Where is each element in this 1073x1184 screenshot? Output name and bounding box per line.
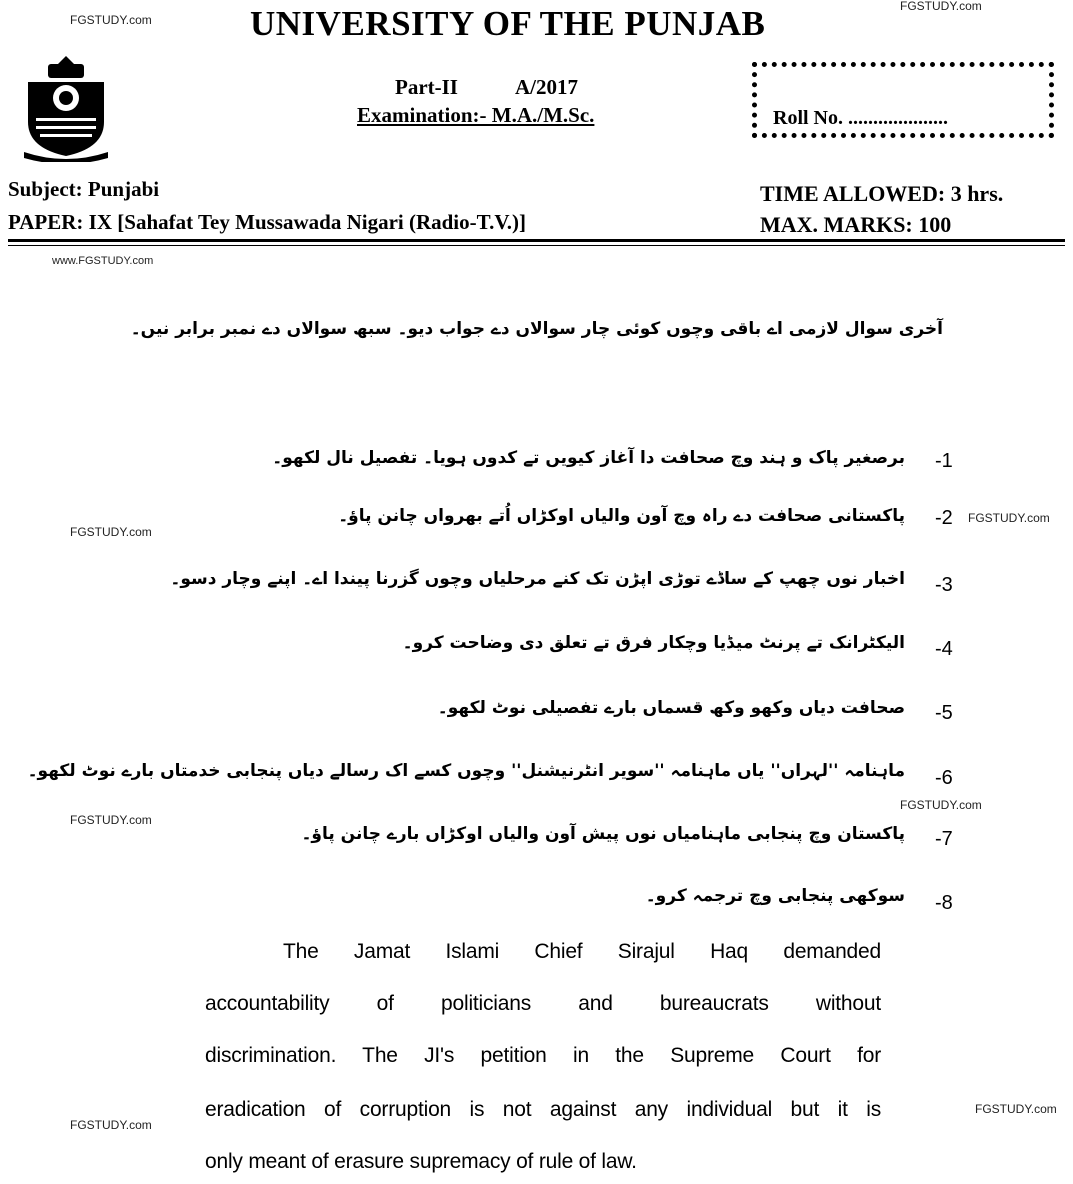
question-text: ماہنامہ ''لہراں'' یاں ماہنامہ ''سویر انٹرنیشنل'' وچوں کسے اک رسالے دیاں پنجابی خدمتاں بارے نوٹ لکھو۔ bbox=[27, 761, 905, 781]
session-label: A/2017 bbox=[515, 75, 578, 99]
watermark: FGSTUDY.com bbox=[70, 525, 152, 539]
question-number: -6 bbox=[935, 767, 953, 789]
passage-line: discrimination. The JI's petition in the Supreme Court for bbox=[205, 1044, 881, 1067]
examination-label: Examination:- M.A./M.Sc. bbox=[357, 103, 595, 127]
watermark: FGSTUDY.com bbox=[70, 13, 152, 27]
max-marks: MAX. MARKS: 100 bbox=[760, 212, 952, 237]
watermark: FGSTUDY.com bbox=[900, 798, 982, 812]
passage-line: only meant of erasure supremacy of rule of law. bbox=[205, 1150, 637, 1173]
question-number: -4 bbox=[935, 638, 953, 660]
header-divider bbox=[8, 239, 1065, 242]
instructions: آخری سوال لازمی اے باقی وچوں کوئی چار سوالاں دے جواب دیو۔ سبھ سوالاں دے نمبر برابر نیں۔ bbox=[130, 319, 943, 339]
passage-line: The Jamat Islami Chief Sirajul Haq demanded bbox=[283, 940, 881, 963]
question-text: صحافت دیاں وکھو وکھ قسماں بارے تفصیلی نوٹ لکھو۔ bbox=[437, 698, 905, 718]
passage-line: accountability of politicians and bureaucrats without bbox=[205, 992, 881, 1015]
question-text: سوکھی پنجابی وچ ترجمہ کرو۔ bbox=[645, 886, 905, 906]
paper-label: PAPER: IX [Sahafat Tey Mussawada Nigari (Radio-T.V.)] bbox=[8, 210, 527, 234]
watermark: www.FGSTUDY.com bbox=[52, 255, 154, 267]
question-text: برصغیر پاک و ہند وچ صحافت دا آغاز کیویں تے کدوں ہویا۔ تفصیل نال لکھو۔ bbox=[272, 448, 905, 468]
part-label: Part-II bbox=[395, 75, 458, 99]
watermark: FGSTUDY.com bbox=[70, 1118, 152, 1132]
university-logo-icon bbox=[20, 52, 112, 162]
question-text: اخبار نوں چھپ کے ساڈے توڑی اپڑن تک کنے مرحلیاں وچوں گزرنا پیندا اے۔ اپنے وچار دسو۔ bbox=[170, 569, 905, 589]
question-text: الیکٹرانک تے پرنٹ میڈیا وچکار فرق تے تعلق دی وضاحت کرو۔ bbox=[402, 633, 905, 653]
watermark: FGSTUDY.com bbox=[975, 1102, 1057, 1116]
question-number: -3 bbox=[935, 574, 953, 596]
question-number: -2 bbox=[935, 507, 953, 529]
subject-label: Subject: Punjabi bbox=[8, 177, 160, 201]
question-number: -1 bbox=[935, 450, 953, 472]
roll-number-label: Roll No. .................... bbox=[773, 107, 948, 129]
roll-number-box[interactable] bbox=[752, 62, 1054, 138]
question-number: -7 bbox=[935, 828, 953, 850]
watermark: FGSTUDY.com bbox=[968, 511, 1050, 525]
header-divider bbox=[8, 245, 1065, 246]
watermark: FGSTUDY.com bbox=[900, 0, 982, 13]
question-text: پاکستان وچ پنجابی ماہنامیاں نوں پیش آون والیاں اوکڑاں بارے چانن پاؤ۔ bbox=[301, 824, 905, 844]
passage-line: eradication of corruption is not against any individual but it is bbox=[205, 1098, 881, 1121]
question-number: -5 bbox=[935, 702, 953, 724]
question-number: -8 bbox=[935, 892, 953, 914]
question-text: پاکستانی صحافت دے راہ وچ آون والیاں اوکڑاں اُتے بھرواں چانن پاؤ۔ bbox=[338, 506, 905, 526]
time-allowed: TIME ALLOWED: 3 hrs. bbox=[760, 181, 1004, 206]
watermark: FGSTUDY.com bbox=[70, 813, 152, 827]
university-title: UNIVERSITY OF THE PUNJAB bbox=[250, 4, 766, 43]
